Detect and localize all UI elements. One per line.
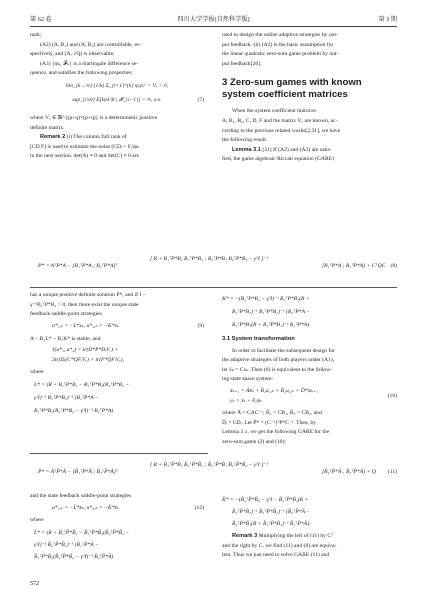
remark-3	[222, 532, 397, 542]
text-line: has a unique positive definite solution P*, and if I −	[30, 292, 146, 298]
equation-10	[222, 387, 397, 407]
lemma-label: Lemma 3.1	[232, 146, 261, 153]
text-line: where Vᵥ ∈ ℝ^{(p+q)×(p+q)} is a deterministic positive	[30, 114, 158, 121]
text-line: When the system coefficient matrices	[232, 108, 317, 115]
text-line: the adaptive strategies of both players under (A1),	[222, 357, 335, 364]
equation-K-bar-star	[222, 494, 397, 530]
journal-title: 四川大学学报(自然科学版)	[177, 16, 250, 23]
equation-line: K* = −(B₂ᵀP*B₂ − γ²I)⁻¹ B₂ᵀP*B₁(R +	[222, 296, 310, 302]
equation-number: (9)	[197, 322, 204, 329]
divider	[30, 453, 208, 454]
equation-number: (8)	[390, 263, 397, 269]
text-line: where	[30, 368, 44, 375]
volume-label: 第 62 卷	[30, 16, 52, 23]
text-line: cording to the previous related works[2,31], we have	[222, 127, 341, 134]
text-line: spectively, and (A, √Q) is observable;	[30, 51, 115, 58]
equation-line: lim_{k→∞} (1/k) Σ_{i=1}^{k} ψᵢψᵢᵀ = Vᵥ > 0,	[65, 82, 169, 89]
equation-7	[30, 82, 204, 112]
equation-number: (11)	[387, 469, 397, 475]
text-line: ing state space system:	[222, 376, 274, 383]
equation-line: B̄₁ᵀP̄*B̄₂(B̄₂ᵀP̄*B̄₂ − γ²I)⁻¹ B̄₂ᵀP̄*Ā)	[34, 554, 114, 561]
equation-line: B̄₂ᵀP̄*B̄₁(R + B̄₁ᵀP̄*B̄₁)⁻¹ B̄₁ᵀP̄*Ā).	[232, 521, 311, 527]
equation-line: x̄ₖ₊₁ = Āx̄ₖ + B̄₁u₁,ₖ + B̄₂u₂,ₖ + D̄*ψₖ₊₁	[230, 387, 318, 394]
right-column-bottom	[222, 492, 397, 561]
text-line: In order to facilitate the subsequent design for	[232, 347, 335, 354]
equation-part: P̄* = ĀᵀP̄*Ā − [B̄₁ᵀP̄*Ā ; B̄₂ᵀP̄*Ā]ᵀ	[38, 469, 119, 475]
text-line: A − B₁L* − B₂K* is stable, and	[30, 335, 101, 342]
equation-K-star	[222, 293, 397, 332]
text-line: γ⁻²B₂ᵀP*B₂ > 0, then there exist the unique state	[30, 301, 139, 308]
equation-line: B₁ᵀP*B₁)⁻¹ B₁ᵀP*B₂)⁻¹ (B₂ᵀP*A −	[232, 309, 311, 315]
equation-line: B₁ᵀP*B₂(B₂ᵀP*B₂ − γ²I)⁻¹ B₂ᵀP*A)	[34, 408, 114, 415]
remark-text: (i) The column full rank of	[66, 134, 127, 141]
text-line: (A2) (A, B₁) and (A, B₂) are controllable, re-	[40, 41, 141, 48]
remark-2	[30, 133, 204, 143]
text-line: Lemma 3.1, we get the following GARE for the	[222, 429, 330, 436]
text-line: feedback saddle-point strategies	[30, 311, 102, 318]
equation-line: B̄₁ᵀP̄*B̄₁)⁻¹ B̄₁ᵀP̄*B̄₂)⁻¹ (B̄₂ᵀP̄*Ā −	[232, 509, 311, 515]
text-line: definite matrix.	[30, 124, 65, 131]
equation-11	[30, 457, 397, 489]
text-line: D̄ᵢ = CDᵢ. Let P̄* = (C⁻¹)ᵀP*C⁻¹. Then, by	[222, 419, 317, 426]
equation-8	[30, 250, 397, 284]
text-line: A, B₁, B₂, C, D, F and the matrix Vᵥ are known, ac-	[222, 117, 338, 124]
equation-part: [ R + B₁ᵀP*B₁ B₁ᵀP*B₂ ; B₂ᵀP*B₁ B₂ᵀP*B₂ − γ²I ]⁻¹	[150, 256, 268, 262]
equation-L-star	[30, 379, 204, 418]
section-heading: 3 Zero-sum games with known system coefficient matrices	[222, 77, 362, 101]
text-line: [CD F] is used to estimate the noise (CDᵢ + Fᵢ)ψₖ	[30, 143, 140, 150]
text-line: and the state feedback saddle-point strategies	[30, 493, 132, 499]
right-column-top	[222, 31, 397, 165]
equation-part: [ R + B̄₁ᵀP̄*B̄₁ B̄₁ᵀP̄*B̄₂ ; B̄₂ᵀP̄*B̄₁ B̄₂ᵀP̄*B̄₂ − γ²I ]⁻¹	[150, 462, 268, 468]
remark-label: Remark 3	[232, 533, 258, 539]
equation-line: u*₁,ₖ = −L*xₖ, u*₂,ₖ = −K*xₖ	[52, 322, 119, 329]
equation-L-bar-star	[30, 527, 204, 563]
equation-number: (7)	[197, 96, 204, 103]
text-line: and the right by C, we find (11) and (8) are equiva-	[222, 542, 337, 549]
subsection-heading: 3.1 System transformation	[222, 336, 295, 342]
remark-text: Multiplying the left of (11) by Cᵀ	[258, 533, 334, 539]
equation-line: K̄* = −(B̄₂ᵀP̄*B̄₂ − γ²I − B̄₂ᵀP̄*B̄₁(R +	[222, 497, 309, 503]
equation-number: (12)	[194, 504, 204, 511]
equation-line: u*₁,ₖ = −L̄*x̄ₖ, u*₂,ₖ = −K̄*x̄ₖ	[52, 504, 119, 511]
lemma-3-1	[222, 146, 397, 156]
text-line: quence, and satisfies the following properties:	[30, 70, 133, 77]
equation-line: sup_{i≥0} E[‖ψᵢ‖^β | 𝓕_{i−1}] < ∞, a.s.	[72, 96, 162, 103]
lemma-text: [31] If (A2) and (A3) are satis-	[262, 146, 332, 153]
equation-line: L* = (R + B₁ᵀP*B₁ − B₁ᵀP*B₂(B₂ᵀP*B₂ −	[34, 382, 130, 389]
page-number: 572	[30, 581, 39, 587]
equation-line: 2tr(Dᵢ(C*QFᵢVᵥ) + tr(F*QFᵢVᵥ),	[52, 356, 124, 363]
text-line: used to design the online adaptive strategies by out-	[222, 32, 338, 38]
equation-12	[30, 504, 204, 514]
equation-part: [B̄₁ᵀP̄*Ā ; B̄₂ᵀP̄*Ā] + Q	[322, 469, 376, 475]
equation-line: yₖ = x̄ₖ + Fᵢψₖ	[230, 397, 263, 404]
equation-part: P* = AᵀP*A − [B₁ᵀP*A ; B₂ᵀP*A]ᵀ	[38, 263, 118, 269]
text-line: put feedback[26].	[222, 60, 262, 67]
text-line: rank;	[30, 32, 42, 38]
text-line: the following result.	[222, 137, 268, 144]
text-line: zero-sum game (2) and (10):	[222, 438, 286, 445]
left-column-bottom	[30, 492, 204, 565]
text-line: where	[30, 516, 44, 523]
divider	[30, 287, 397, 288]
text-line: lent. Thus we just need to solve GARE (11) and	[222, 552, 330, 559]
text-line: put feedback. (ii) (A2) is the basic assumption for	[222, 41, 334, 48]
text-line: (A3) {ψₖ, 𝓕ₖ} is a martingale difference se-	[40, 60, 139, 67]
text-line: let x̄ₖ = Cxₖ. Then (6) is equivalent to the follow-	[222, 366, 333, 373]
equation-line: γ²I)⁻¹ B₂ᵀP*B₁)⁻¹ (B₁ᵀP*A −	[34, 395, 99, 402]
equation-number: (10)	[387, 392, 397, 399]
equation-part: [B₁ᵀP*A ; B₂ᵀP*A] + CᵀQC	[322, 263, 386, 269]
text-line: fied, the game algebraic Riccati equation (GARE)	[222, 156, 334, 163]
left-column-middle	[30, 291, 204, 420]
equation-line: L̄* = (R + B̄₁ᵀP̄*B̄₁ − B̄₁ᵀP̄*B̄₂(B̄₂ᵀP̄*B̄₂ −	[34, 530, 130, 537]
equation-line: γ²I)⁻¹ B̄₂ᵀP̄*B̄₁)⁻¹ (B̄₁ᵀP̄*Ā −	[34, 542, 99, 549]
text-line: where Ā = CAC⁻¹, B̄₁ = CB₁, B̄₂ = CB₂, and	[222, 409, 322, 416]
text-line: in the next section. det(A) ≠ 0 and det(C) ≠ 0 are	[30, 153, 139, 160]
right-column-middle	[222, 291, 397, 447]
running-header	[30, 12, 397, 27]
left-column-top	[30, 31, 204, 162]
equation-line: B₂ᵀP*B₁(R + B₁ᵀP*B₁)⁻¹ B₁ᵀP*A).	[232, 322, 311, 328]
equation-9-cost	[30, 346, 204, 365]
issue-label: 第 3 期	[378, 16, 397, 23]
equation-line: J(u*₁, u*₂) = tr(D*P*DᵢVᵥ) +	[52, 347, 119, 354]
text-line: the linear quadratic zero-sum game problem by out-	[222, 51, 339, 58]
equation-9	[30, 322, 204, 333]
remark-label: Remark 2	[40, 134, 66, 141]
